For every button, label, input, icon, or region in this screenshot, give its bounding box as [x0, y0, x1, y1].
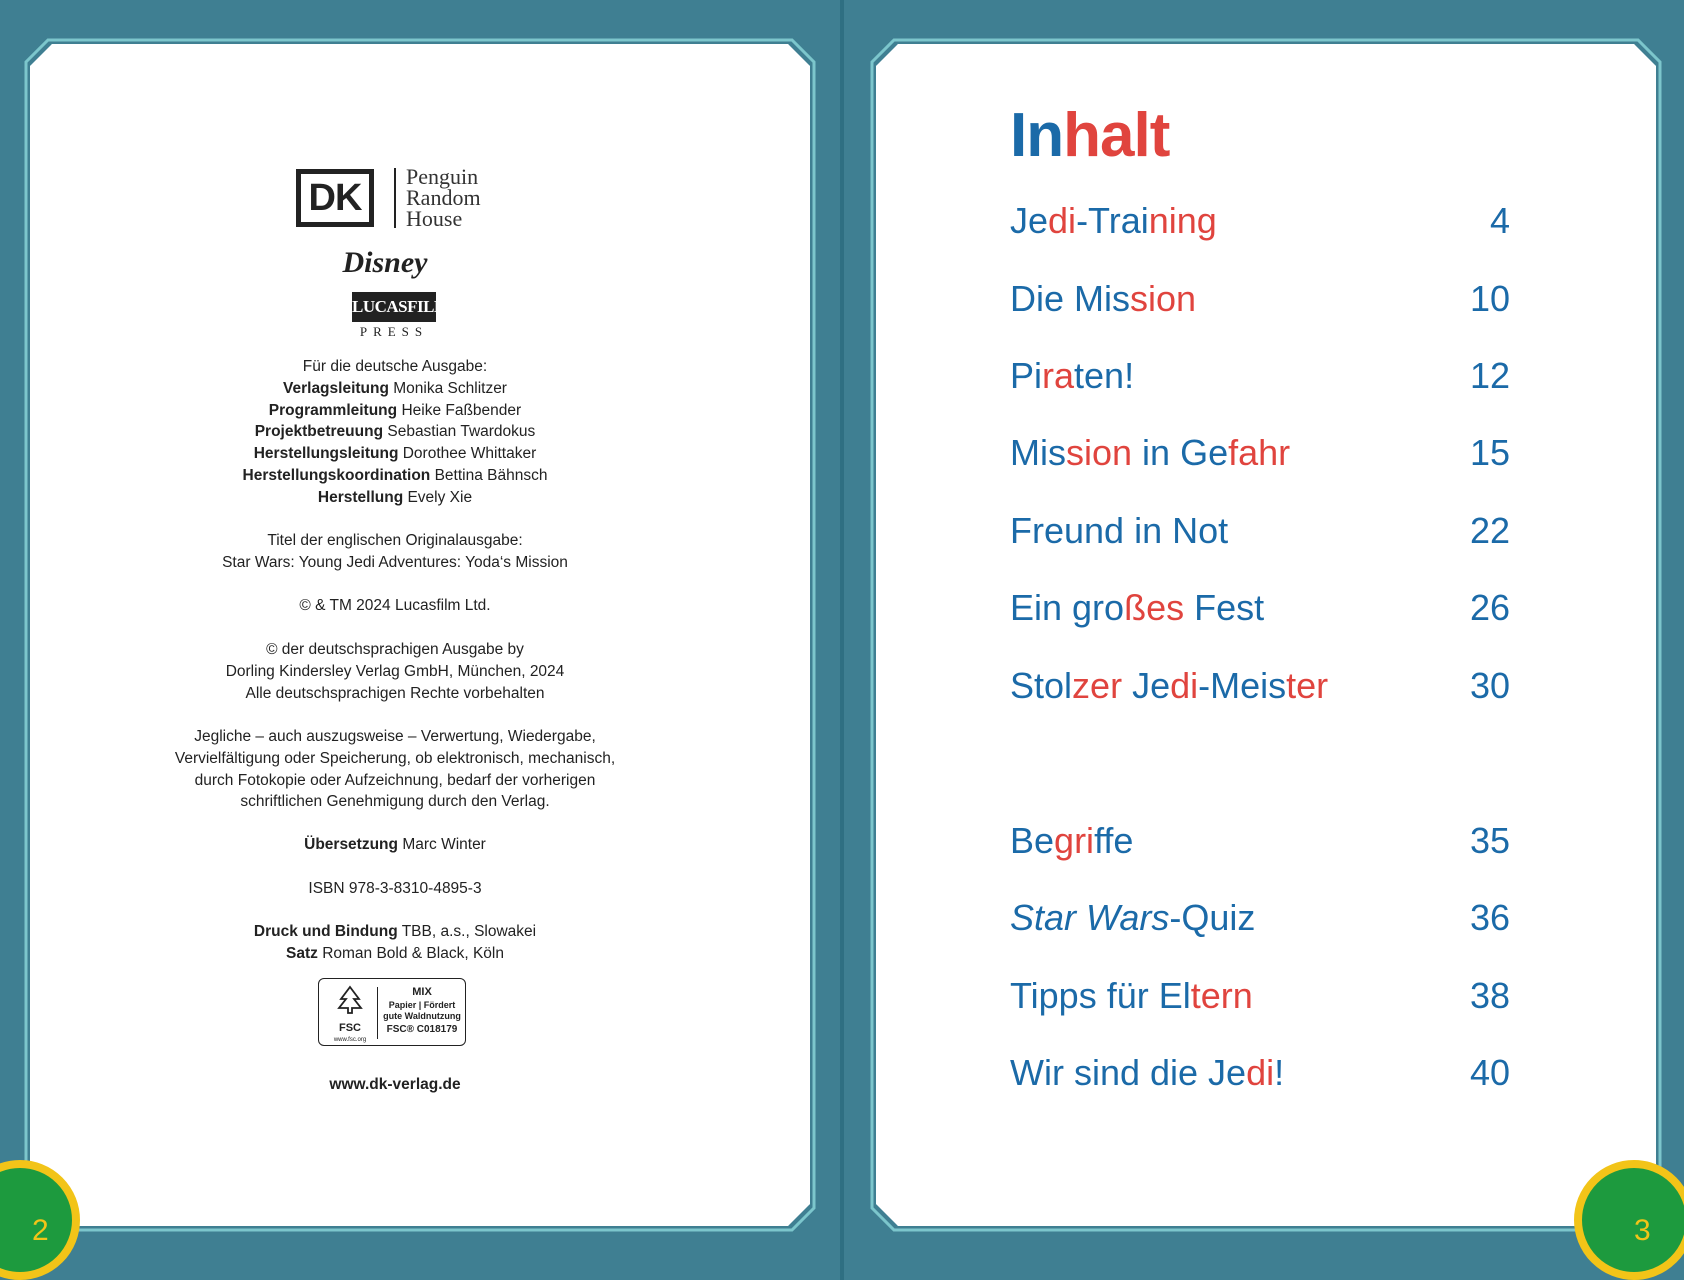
rights-notice — [120, 726, 670, 813]
toc-title-segment: Star Wars — [1010, 897, 1170, 938]
toc-title-segment: gri — [1054, 820, 1095, 861]
fsc-separator — [377, 987, 378, 1039]
dk-logo: DK — [296, 169, 374, 227]
toc-title-segment: -Meis — [1198, 665, 1287, 706]
toc-entry[interactable] — [1010, 200, 1510, 250]
toc-entry-page: 4 — [1489, 200, 1510, 241]
german-edition-credits — [120, 356, 670, 509]
toc-entry-page: 12 — [1469, 355, 1510, 396]
toc-title-segment: ßes — [1124, 587, 1185, 628]
print-line: Druck und Bindung TBB, a.s., Slowakei — [253, 923, 537, 940]
tree-icon — [335, 985, 365, 1015]
toc-entry[interactable] — [1010, 510, 1510, 560]
toc-title-segment: ning — [1148, 200, 1217, 241]
toc-title-segment: ten! — [1074, 355, 1135, 396]
rights-line: Jegliche – auch auszugsweise – Verwertung, Wiedergabe, — [194, 728, 596, 745]
toc-entry-title — [1010, 1052, 1284, 1094]
fsc-wordmark: FSC — [339, 1022, 361, 1034]
toc-title-segment: Tipps für El — [1010, 975, 1191, 1016]
toc-title-segment: ter — [1286, 665, 1329, 706]
original-title-line: Titel der englischen Originalausgabe: — [267, 532, 523, 549]
page-number-left: 2 — [32, 1214, 49, 1247]
toc-entry-title — [1010, 278, 1196, 320]
toc-entry-title — [1010, 665, 1328, 707]
fsc-text — [381, 987, 463, 1035]
toc-entry-page: 10 — [1469, 278, 1510, 319]
press-label: PRESS — [359, 324, 429, 339]
fsc-site: www.fsc.org — [333, 1037, 367, 1043]
fsc-mix: MIX — [412, 986, 432, 998]
toc-entry-page: 30 — [1469, 665, 1510, 706]
prh-line-3: House — [406, 206, 463, 231]
copyright: © & TM 2024 Lucasfilm Ltd. — [299, 597, 491, 614]
german-copyright-line: © der deutschsprachigen Ausgabe by — [266, 641, 524, 658]
toc-entry-page: 15 — [1469, 432, 1510, 473]
toc-title-segment: fahr — [1228, 432, 1291, 473]
toc-title-segment: ra — [1042, 355, 1075, 396]
publisher-url[interactable]: www.dk-verlag.de — [329, 1076, 461, 1093]
page-number-right: 3 — [1634, 1214, 1651, 1247]
credit-line: Herstellung Evely Xie — [317, 488, 473, 506]
fsc-code: FSC® C018179 — [386, 1024, 458, 1035]
german-edition-heading: Für die deutsche Ausgabe: — [302, 358, 488, 375]
rights-line: durch Fotokopie oder Aufzeichnung, bedarf der vorherigen — [194, 771, 596, 789]
toc-entry-page: 40 — [1469, 1052, 1510, 1093]
isbn: ISBN 978-3-8310-4895-3 — [308, 880, 482, 897]
fsc-tree-icon — [329, 985, 371, 1041]
rights-line: schriftlichen Genehmigung durch den Verlag. — [240, 793, 550, 811]
translation-credit: Übersetzung Marc Winter — [304, 836, 486, 853]
toc-entry-page: 36 — [1469, 897, 1510, 938]
toc-entry[interactable] — [1010, 432, 1510, 482]
toc-entry-page: 22 — [1469, 510, 1510, 551]
toc-entry[interactable] — [1010, 587, 1510, 637]
lucasfilm-logo: LUCASFILM — [352, 292, 436, 322]
german-copyright-line: Alle deutschsprachigen Rechte vorbehalten — [245, 684, 545, 702]
toc-title-segment: Je — [1010, 200, 1049, 241]
prh-line-1: Penguin — [406, 164, 479, 189]
german-copyright-line: Dorling Kindersley Verlag GmbH, München, 2024 — [225, 662, 565, 680]
toc-title-segment: zer — [1072, 665, 1123, 706]
logo-divider — [394, 168, 396, 228]
toc-title-segment: in Ge — [1132, 432, 1229, 473]
toc-entry-page: 26 — [1469, 587, 1510, 628]
toc-title-segment: Pi — [1010, 355, 1043, 396]
print-credits — [120, 921, 670, 965]
toc-entry-title — [1010, 975, 1253, 1017]
penguin-random-house-logo — [406, 166, 506, 229]
german-copyright — [120, 639, 670, 704]
prh-line-2: Random — [406, 185, 481, 210]
fsc-line: gute Waldnutzung — [383, 1011, 461, 1021]
toc-title-segment: Je — [1122, 665, 1171, 706]
credit-line: Herstellungskoordination Bettina Bähnsch — [242, 466, 548, 484]
fsc-label — [318, 978, 466, 1046]
credit-line: Herstellungsleitung Dorothee Whittaker — [253, 445, 537, 463]
spread-gutter — [840, 0, 844, 1280]
fsc-line: Papier | Fördert — [388, 1000, 456, 1010]
toc-entry[interactable] — [1010, 278, 1510, 328]
toc-entry-title — [1010, 587, 1264, 629]
toc-entry[interactable] — [1010, 975, 1510, 1025]
toc-title-part: halt — [1063, 101, 1170, 170]
toc-entry-title — [1010, 200, 1217, 242]
toc-title-segment: di — [1048, 200, 1077, 241]
toc-title-segment: -Trai — [1076, 200, 1149, 241]
toc-title-segment: di — [1170, 665, 1199, 706]
credit-line: Verlagsleitung Monika Schlitzer — [283, 379, 507, 397]
toc-title-segment: ffe — [1094, 820, 1134, 861]
toc-title-segment: Fest — [1184, 587, 1265, 628]
toc-title-segment: Ein gro — [1010, 587, 1125, 628]
toc-title-segment: Mis — [1010, 432, 1066, 473]
toc-entry[interactable] — [1010, 820, 1510, 870]
credit-line: Projektbetreuung Sebastian Twardokus — [254, 423, 536, 441]
toc-entry[interactable] — [1010, 897, 1510, 947]
toc-title-segment: tern — [1190, 975, 1253, 1016]
toc-title-segment: Freund in Not — [1010, 510, 1229, 551]
typesetting-line: Satz Roman Bold & Black, Köln — [286, 944, 504, 962]
toc-entry-page: 38 — [1469, 975, 1510, 1016]
credit-line: Programmleitung Heike Faßbender — [268, 401, 522, 419]
toc-entry[interactable] — [1010, 355, 1510, 405]
toc-title-segment: sion — [1130, 278, 1197, 319]
toc-entry-title — [1010, 897, 1255, 939]
toc-title-segment: Wir sind die Je — [1010, 1052, 1247, 1093]
toc-entry-page: 35 — [1469, 820, 1510, 861]
toc-entry-title — [1010, 355, 1134, 397]
disney-logo: Disney — [342, 246, 428, 279]
toc-title-segment: ! — [1274, 1052, 1285, 1093]
toc-title — [1010, 100, 1169, 171]
toc-title-segment: di — [1246, 1052, 1275, 1093]
toc-title-segment: Die Mis — [1010, 278, 1131, 319]
toc-entry[interactable] — [1010, 665, 1510, 715]
rights-line: Vervielfältigung oder Speicherung, ob elektronisch, mechanisch, — [174, 749, 616, 767]
original-title-line: Star Wars: Young Jedi Adventures: Yoda‘s Mission — [222, 553, 568, 571]
toc-title-segment: Stol — [1010, 665, 1073, 706]
toc-title-part: In — [1010, 101, 1064, 170]
toc-title-segment: Be — [1010, 820, 1055, 861]
page-number-badge-right — [1574, 1160, 1684, 1280]
dk-prh-logo — [296, 166, 496, 232]
toc-entry-title — [1010, 510, 1228, 552]
toc-entry[interactable] — [1010, 1052, 1510, 1102]
toc-entry-title — [1010, 432, 1290, 474]
toc-title-segment: -Quiz — [1169, 897, 1256, 938]
toc-entry-title — [1010, 820, 1133, 862]
toc-title-segment: sion — [1066, 432, 1133, 473]
original-title — [120, 530, 670, 574]
